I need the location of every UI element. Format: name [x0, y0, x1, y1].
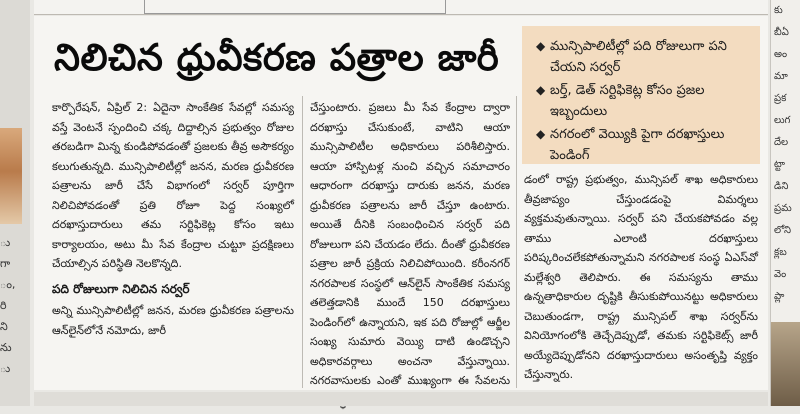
highlight-text: బర్త్‌, డెత్‌ సర్టిఫికెట్ల కోసం ప్రజల ఇబ్బందులు	[550, 83, 705, 119]
highlights-box	[522, 26, 760, 164]
top-box-border	[144, 0, 446, 14]
bottom-border	[34, 392, 768, 406]
right-strip-line: క్లబ	[774, 247, 787, 258]
adjacent-article-top	[34, 0, 768, 15]
left-strip-line: ం,	[0, 278, 16, 291]
right-strip-line: లుగ	[774, 115, 791, 126]
highlight-item	[536, 36, 750, 78]
article-subheading: పది రోజులుగా నిలిచిన సర్వర్‌	[52, 281, 190, 296]
right-strip-line: ట్టా	[774, 159, 785, 170]
bullet-icon: ◆	[536, 127, 546, 141]
highlight-text: నగరంలో వెయ్యికి పైగా దరఖాస్తులు పెండింగ్‌	[550, 127, 725, 163]
news-article	[34, 16, 768, 390]
left-strip-text	[0, 232, 30, 379]
adjacent-photo-right	[771, 322, 800, 406]
adjacent-photo-left	[0, 128, 22, 224]
highlights-list	[522, 26, 760, 166]
right-strip-line: డిని	[774, 181, 789, 192]
right-strip-line: దేల	[774, 137, 789, 148]
left-strip-line: ను	[0, 341, 12, 354]
bullet-icon: ◆	[536, 39, 546, 53]
right-strip-line: బీఏ	[774, 27, 789, 38]
article-headline: నిలిచిన ధ్రువీకరణ పత్రాల జారీ	[54, 36, 500, 79]
right-strip-line: ప్లా	[774, 291, 785, 302]
right-strip-line: వెం	[774, 269, 787, 280]
article-column-3	[524, 170, 758, 389]
highlight-item	[536, 124, 750, 166]
article-column-2	[310, 98, 510, 414]
highlight-text: మున్సిపాలిటీల్లో పది రోజులుగా పని చేయని సర్వర్	[550, 39, 727, 75]
body-paragraph: డంలో రాష్ట్ర ప్రభుత్వం, మున్సిపల్‌ శాఖ అధికారులు తీవ్రజాప్యం చేస్తుండడంపై విమర్శలు వ్యక్తమవుతున్నాయి. సర్వర్‌ పని చేయకపోవడం వల్ల తాము ఎలాంటి దరఖాస్తులు పరిష్కరించలేకపోతున్నామని నగరపాలక సంస్థ ఏఎస్‌వో మల్లేశ్వరి తెలిపారు. ఈ సమస్యను తాము ఉన్నతాధికారుల దృష్టికి తీసుకుపోయినట్టు అధికారులు చెబుతుండగా, రాష్ట్ర మున్సిపల్‌ శాఖ సర్వర్‌ను వినియోగంలోకి తెచ్చేదెప్పుడో, తమకు సర్టిఫికెట్స్‌ జారీ అయ్యేదెప్పుడోనని దరఖాస్తుదారులు అసంతృప్తి వ్యక్తం చేస్తున్నారు.	[524, 173, 758, 381]
right-strip-line: ప్రమ	[774, 203, 792, 214]
right-strip-line: ప్రక	[774, 93, 787, 104]
left-strip-line: గా	[0, 257, 11, 270]
left-strip-line: ు	[0, 362, 11, 375]
adjacent-column-left	[0, 0, 30, 406]
right-strip-line: అం	[774, 49, 788, 60]
body-paragraph: చేస్తుంటారు. ప్రజలు మీ సేవ కేంద్రాల ద్వారా దరఖాస్తు చేసుకుంటే, వాటిని ఆయా మున్సిపాలిటీల అధికారులు పరిశీలిస్తారు. ఆయా హాస్పిటళ్ల నుంచి వచ్చిన సమాచారం ఆధారంగా దరఖాస్తు దారుకు జనన, మరణ ధ్రువీకరణ పత్రాలను జారీ చేస్తూ ఉంటారు. అయితే దీనికి సంబంధించిన సర్వర్‌ పది రోజులుగా పని చేయడం లేదు. దీంతో ధ్రువీకరణ పత్రాల జారీ ప్రక్రియ నిలిచిపోయింది. కరీంనగర్‌ నగరపాలక సంస్థలో ఆన్‌లైన్‌ సాంకేతిక సమస్య తలెత్తడానికి ముందే 150 దరఖాస్తులు పెండింగ్‌లో ఉన్నాయని, ఇక పది రోజుల్లో ఆర్జీల సంఖ్య సుమారు వెయ్యి దాటి ఉండొచ్చని అధికారవర్గాలు అంచనా వేస్తున్నాయి. నగరవాసులకు ఎంతో ముఖ్యంగా ఈ సేవలను	[310, 101, 510, 387]
column-divider	[516, 96, 517, 388]
column-divider	[302, 96, 303, 388]
body-paragraph: అన్ని మున్సిపాలిటీల్లో జనన, మరణ ధ్రువీకరణ పత్రాలను ఆన్‌లైన్‌లోనే నమోదు, జారీ	[52, 304, 294, 337]
highlight-item	[536, 80, 750, 122]
right-strip-line: మా	[774, 71, 788, 82]
right-strip-text	[771, 0, 800, 308]
left-strip-line: ు	[0, 236, 11, 249]
right-strip-line: లోని	[774, 225, 792, 236]
left-strip-line: రి	[0, 299, 7, 312]
bullet-icon: ◆	[536, 83, 546, 97]
adjacent-column-right	[770, 0, 800, 406]
left-strip-line: ని	[0, 320, 8, 333]
body-paragraph: కార్పొరేషన్‌, ఏప్రిల్‌ 2: ఏదైనా సాంకేతిక సేవల్లో సమస్య వస్తే వెంటనే స్పందించి చక్క దిద్దాల్సిన ప్రభుత్వం రోజుల తరబడిగా మిన్న కుండిపోవడంతో ప్రజలకు తీవ్ర అసౌకర్యం కలుగుతున్నది. మున్సిపాలిటీల్లో జనన, మరణ ధ్రువీకరణ పత్రాలను జారీ చేసే విభాగంలో సర్వర్‌ పూర్తిగా నిలిచిపోవడంతో ప్రతి రోజూ పెద్ద సంఖ్యలో దరఖాస్తుదారులు తమ సర్టిఫికెట్ల కోసం ఇటు కార్యాలయం, అటు మీ సేవ కేంద్రాల చుట్టూ ప్రదక్షిణలు చేయాల్సిన పరిస్థితి నెలకొన్నది.	[52, 101, 294, 270]
right-strip-line: కు	[774, 5, 783, 16]
article-column-1	[52, 98, 294, 344]
